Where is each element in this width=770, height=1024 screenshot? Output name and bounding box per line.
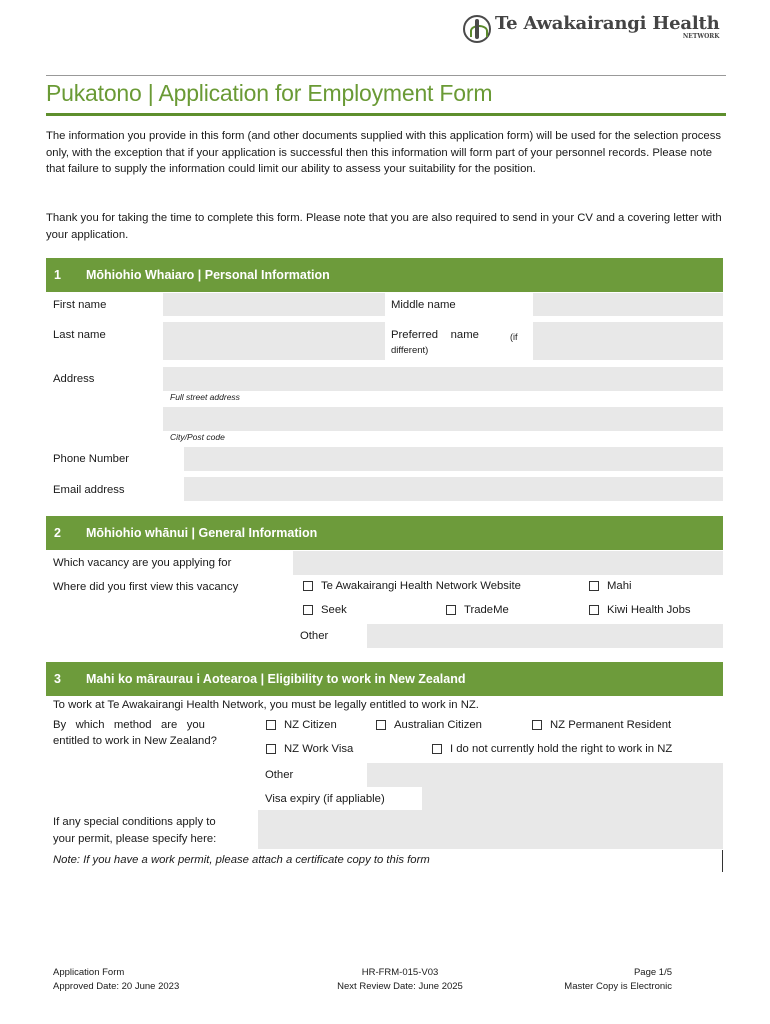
section-3-header <box>46 662 723 696</box>
option-mahi[interactable]: Mahi <box>589 580 632 592</box>
checkbox-icon[interactable] <box>532 720 542 730</box>
section-title: Mahi ko māraurau i Aotearoa | Eligibility to work in New Zealand <box>86 672 466 686</box>
middle-name-field[interactable] <box>533 293 723 316</box>
street-address-field[interactable] <box>163 367 723 391</box>
section-title: Mōhiohio whānui | General Information <box>86 526 318 540</box>
email-label: Email address <box>53 484 125 496</box>
footer-left <box>53 966 179 994</box>
top-divider <box>46 75 726 76</box>
checkbox-icon[interactable] <box>266 720 276 730</box>
preferred-name-different: different) <box>391 345 429 356</box>
intro-paragraph-1: The information you provide in this form (and other documents supplied with this application form) will be used for the selection process only, with the exception that if your application is successful then this information will form part of your personnel records. Please note that failure to supply the information could limit our ability to assess your suitability for the position. <box>46 130 722 175</box>
phone-label: Phone Number <box>53 453 129 465</box>
checkbox-icon[interactable] <box>266 744 276 754</box>
work-permit-note: Note: If you have a work permit, please attach a certificate copy to this form <box>53 854 430 866</box>
option-seek[interactable]: Seek <box>303 604 347 616</box>
checkbox-icon[interactable] <box>376 720 386 730</box>
last-name-field[interactable] <box>163 322 385 360</box>
method-label-line2: entitled to work in New Zealand? <box>53 735 217 747</box>
special-conditions-line2: your permit, please specify here: <box>53 833 217 845</box>
method-label-line1: By which method are you <box>53 719 205 731</box>
checkbox-icon[interactable] <box>589 605 599 615</box>
checkbox-icon[interactable] <box>589 581 599 591</box>
special-conditions-field[interactable] <box>258 810 723 849</box>
phone-field[interactable] <box>184 447 723 471</box>
logo-title: Te Awakairangi Health <box>495 13 720 34</box>
option-nz-citizen[interactable]: NZ Citizen <box>266 719 337 731</box>
checkbox-icon[interactable] <box>303 605 313 615</box>
title-divider <box>46 113 726 116</box>
checkbox-icon[interactable] <box>303 581 313 591</box>
other-label: Other <box>300 630 329 642</box>
checkbox-icon[interactable] <box>432 744 442 754</box>
city-postcode-field[interactable] <box>163 407 723 431</box>
legal-entitlement-text: To work at Te Awakairangi Health Network, you must be legally entitled to work in NZ. <box>53 699 479 711</box>
other-label: Other <box>265 769 294 781</box>
checkbox-icon[interactable] <box>446 605 456 615</box>
section-1-header <box>46 258 723 292</box>
middle-name-label: Middle name <box>391 299 456 311</box>
preferred-name-field[interactable] <box>533 322 723 360</box>
footer-form-name: Application Form <box>53 967 125 978</box>
option-trademe[interactable]: TradeMe <box>446 604 509 616</box>
vacancy-field[interactable] <box>293 551 723 575</box>
first-name-label: First name <box>53 299 107 311</box>
text-cursor <box>722 850 723 872</box>
option-nz-permanent-resident[interactable]: NZ Permanent Resident <box>532 719 671 731</box>
address-label: Address <box>53 373 95 385</box>
option-kiwi-health-jobs[interactable]: Kiwi Health Jobs <box>589 604 691 616</box>
option-no-right-to-work[interactable]: I do not currently hold the right to work in NZ <box>432 743 672 755</box>
email-field[interactable] <box>184 477 723 501</box>
footer-approved-date: Approved Date: 20 June 2023 <box>53 981 180 992</box>
footer-right <box>540 966 672 994</box>
visa-expiry-field[interactable] <box>422 787 723 811</box>
other-method-field[interactable] <box>367 763 723 787</box>
preferred-name-label: Preferred name <box>391 329 479 341</box>
city-postcode-hint: City/Post code <box>170 432 225 442</box>
option-nz-work-visa[interactable]: NZ Work Visa <box>266 743 353 755</box>
section-number: 3 <box>54 672 61 686</box>
first-name-field[interactable] <box>163 293 385 316</box>
other-source-field[interactable] <box>367 624 723 648</box>
page-title: Pukatono | Application for Employment Form <box>46 80 493 106</box>
visa-expiry-label: Visa expiry (if appliable) <box>265 793 385 805</box>
org-logo <box>463 15 720 43</box>
street-address-hint: Full street address <box>170 392 240 402</box>
logo-emblem-icon <box>463 15 491 43</box>
footer-page-number: Page 1/5 <box>633 967 672 978</box>
preferred-name-if: (if <box>510 332 518 342</box>
footer-review-date: Next Review Date: June 2025 <box>337 981 463 992</box>
last-name-label: Last name <box>53 329 106 341</box>
option-australian-citizen[interactable]: Australian Citizen <box>376 719 482 731</box>
intro-paragraph-2: Thank you for taking the time to complete this form. Please note that you are also required to send in your CV and a covering letter with your application. <box>46 212 722 241</box>
special-conditions-line1: If any special conditions apply to <box>53 816 216 828</box>
logo-subtitle: NETWORK <box>682 33 720 40</box>
footer-form-code: HR-FRM-015-V03 <box>361 967 439 978</box>
section-number: 2 <box>54 526 61 540</box>
section-title: Mōhiohio Whaiaro | Personal Information <box>86 268 330 282</box>
section-2-header <box>46 516 723 550</box>
footer-master-copy: Master Copy is Electronic <box>564 981 672 992</box>
section-number: 1 <box>54 268 61 282</box>
option-website[interactable]: Te Awakairangi Health Network Website <box>303 580 521 592</box>
footer-center <box>330 966 470 994</box>
vacancy-label: Which vacancy are you applying for <box>53 557 232 569</box>
where-viewed-label: Where did you first view this vacancy <box>53 581 239 593</box>
